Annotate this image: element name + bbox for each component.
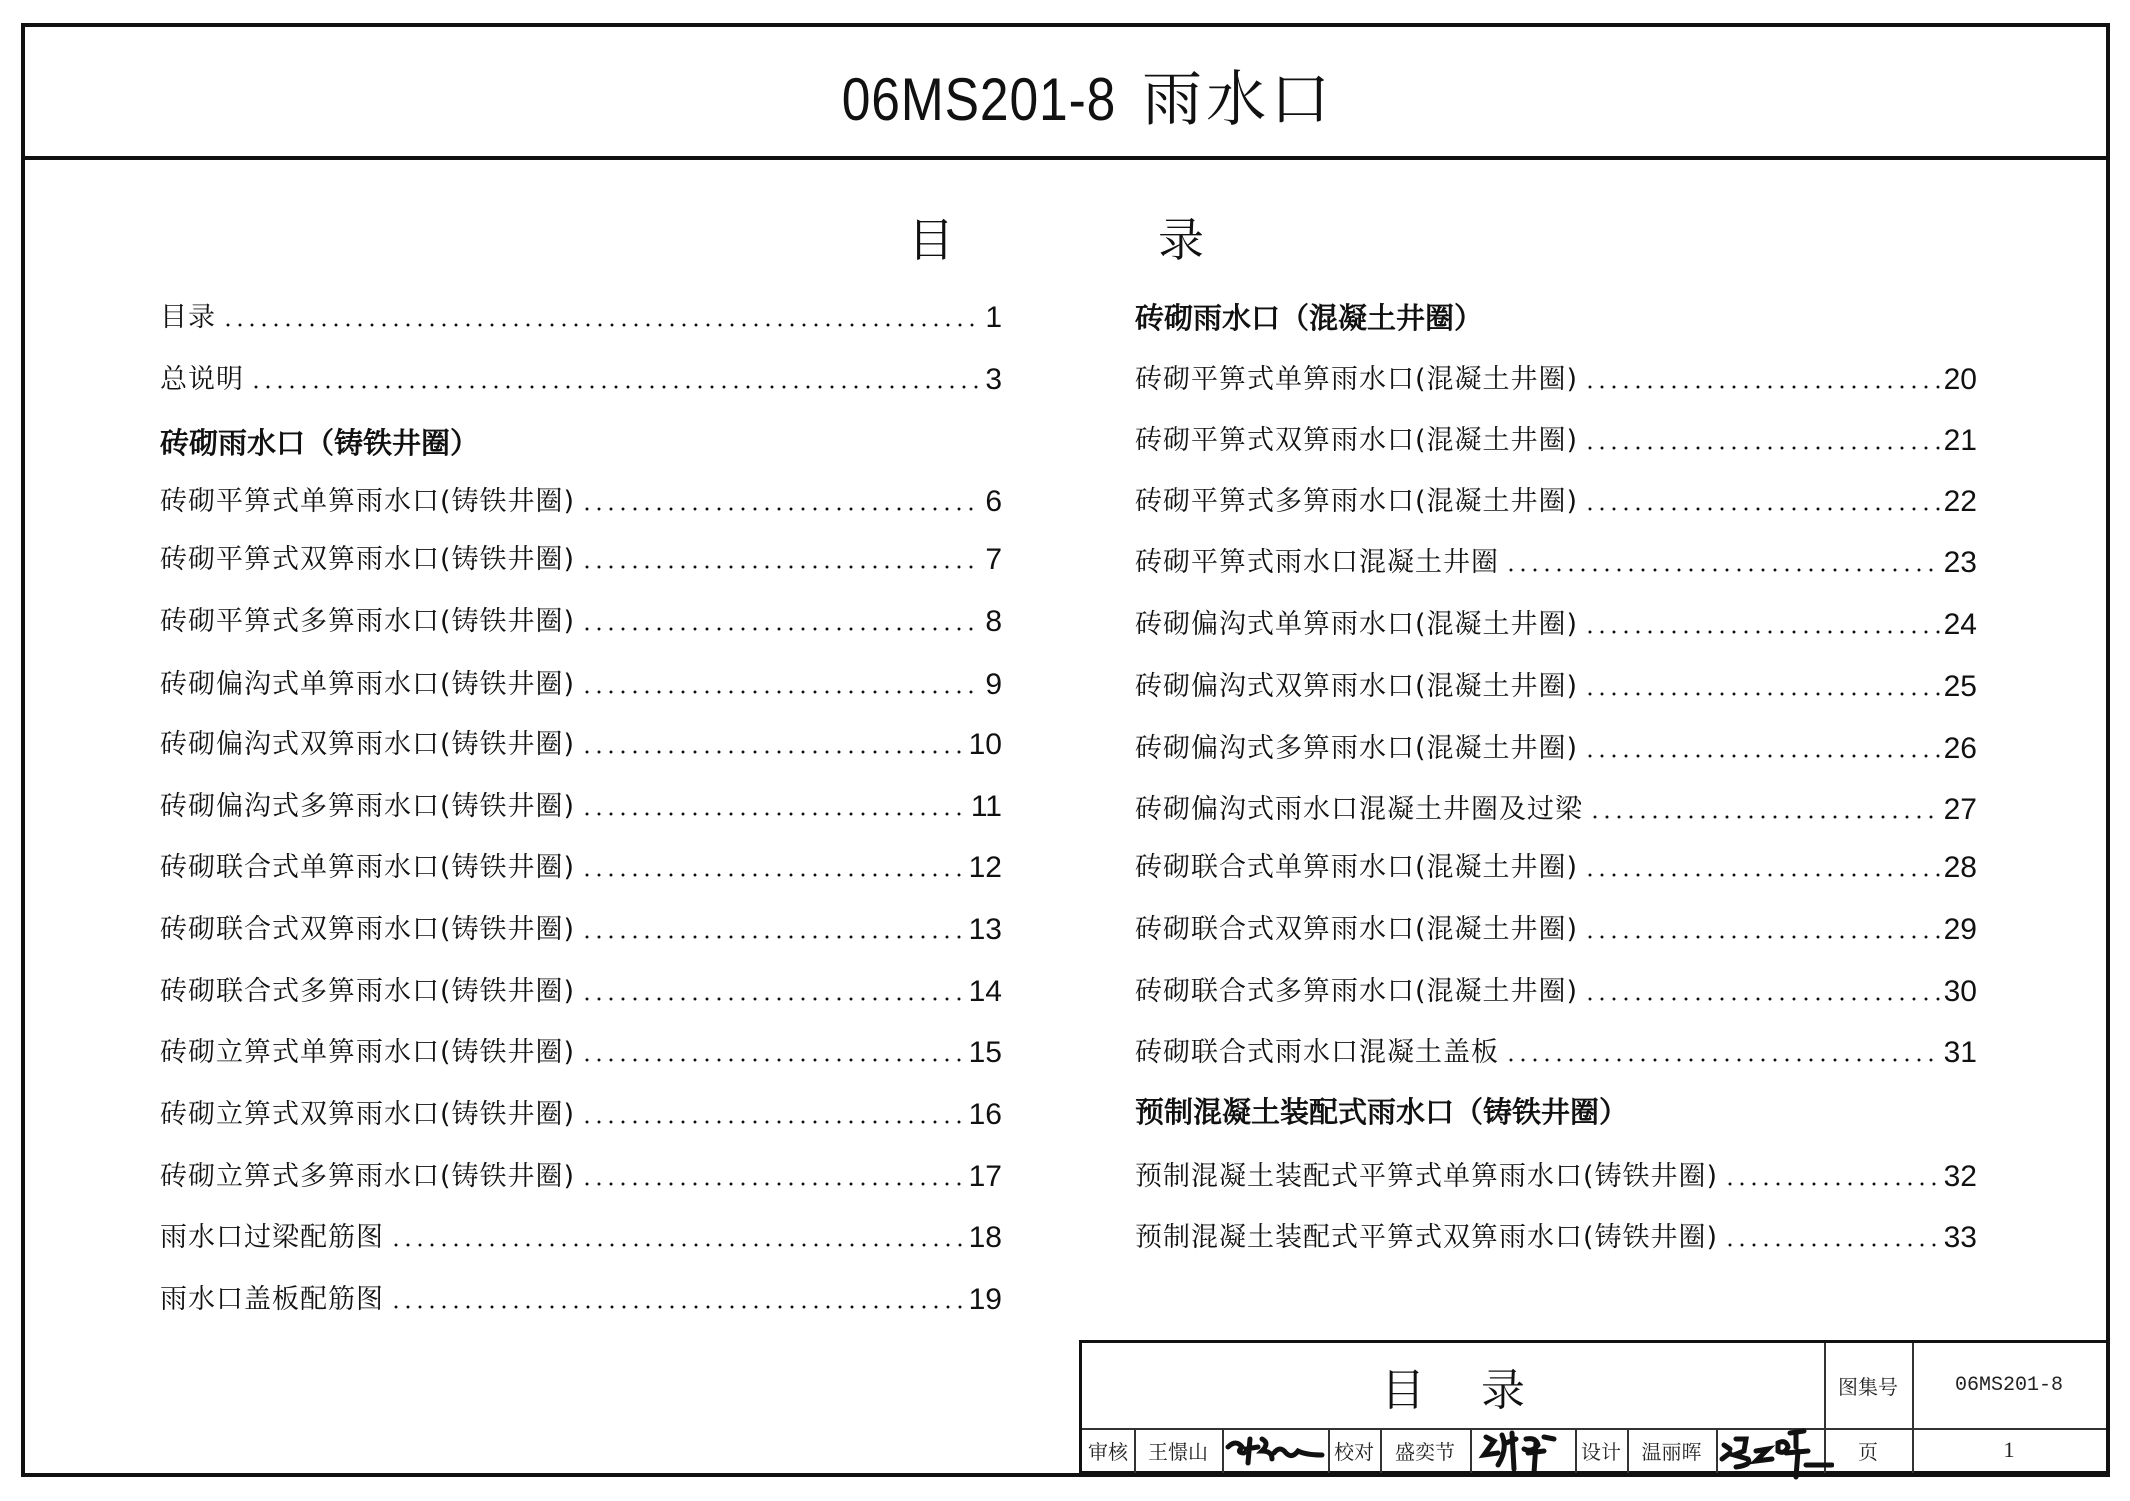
toc-entry-title: 砖砌偏沟式单箅雨水口(混凝土井圈) (1135, 609, 1579, 640)
toc-entry (160, 1218, 1002, 1258)
toc-entry-title: 砖砌平箅式多箅雨水口(铸铁井圈) (160, 606, 576, 637)
dot-leader (1584, 935, 1940, 939)
toc-page-number: 19 (968, 1283, 1002, 1316)
toc-entry-title: 目录 (160, 302, 216, 333)
toc-entry-title: 砖砌立箅式单箅雨水口(铸铁井圈) (160, 1037, 576, 1068)
toc-entry (1135, 848, 1977, 888)
toc-page-number: 32 (1943, 1160, 1977, 1193)
dot-leader (1584, 754, 1940, 758)
toc-page-number: 24 (1943, 608, 1977, 641)
atlas-number-value: 06MS201-8 (1954, 1374, 2064, 1397)
dot-leader (1584, 507, 1940, 511)
dot-leader (581, 627, 981, 631)
dot-leader (581, 1120, 965, 1124)
toc-entry-title: 预制混凝土装配式平箅式双箅雨水口(铸铁井圈) (1135, 1222, 1719, 1253)
toc-entry (160, 1095, 1002, 1135)
dot-leader (1584, 446, 1940, 450)
toc-entry-title: 雨水口过梁配筋图 (160, 1222, 384, 1253)
toc-entry (1135, 972, 1977, 1012)
toc-entry (160, 665, 1002, 705)
toc-entry-title: 总说明 (160, 364, 244, 395)
toc-entry-title: 砖砌偏沟式多箅雨水口(混凝土井圈) (1135, 733, 1579, 764)
dot-leader (390, 1305, 965, 1309)
dot-leader (1584, 873, 1940, 877)
toc-entry-title: 砖砌联合式双箅雨水口(铸铁井圈) (160, 914, 576, 945)
toc-entry-title: 砖砌联合式双箅雨水口(混凝土井圈) (1135, 914, 1579, 945)
toc-page-number: 7 (985, 543, 1002, 576)
toc-entry-title: 砖砌立箅式多箅雨水口(铸铁井圈) (160, 1161, 576, 1192)
toc-entry-title: 砖砌平箅式多箅雨水口(混凝土井圈) (1135, 486, 1579, 517)
dot-leader (581, 812, 967, 816)
toc-heading-char-2: 录 (1158, 213, 1204, 267)
toc-page-number: 17 (968, 1160, 1002, 1193)
check-name: 盛奕节 (1395, 1439, 1455, 1464)
dot-leader (1584, 385, 1940, 389)
toc-section-heading (1135, 298, 1977, 338)
toc-section-heading (1135, 1092, 1977, 1132)
dot-leader (1724, 1243, 1940, 1247)
dot-leader (581, 1182, 965, 1186)
toc-entry-title: 砖砌平箅式雨水口混凝土井圈 (1135, 547, 1499, 578)
dot-leader (581, 1058, 965, 1062)
toc-page-number: 15 (968, 1036, 1002, 1069)
toc-page-number: 21 (1943, 424, 1977, 457)
toc-entry-title: 砖砌联合式多箅雨水口(铸铁井圈) (160, 976, 576, 1007)
toc-entry-title: 砖砌联合式单箅雨水口(混凝土井圈) (1135, 852, 1579, 883)
toc-page-number: 10 (968, 728, 1002, 761)
toc-entry (1135, 1218, 1977, 1258)
toc-entry (160, 725, 1002, 765)
design-name: 温丽晖 (1641, 1439, 1702, 1464)
toc-entry (160, 1033, 1002, 1073)
toc-page-number: 30 (1943, 975, 1977, 1008)
dot-leader (581, 873, 965, 877)
toc-page-number: 27 (1943, 793, 1977, 826)
dot-leader (581, 565, 981, 569)
check-signature (1470, 1423, 1575, 1479)
toc-entry (160, 1280, 1002, 1320)
dot-leader (1584, 630, 1940, 634)
toc-entry-title: 砖砌偏沟式多箅雨水口(铸铁井圈) (160, 791, 576, 822)
toc-entry (160, 787, 1002, 827)
toc-page-number: 28 (1943, 851, 1977, 884)
toc-section-heading (160, 423, 1002, 463)
page-label: 页 (1858, 1439, 1878, 1464)
toc-entry (1135, 543, 1977, 583)
toc-page-number: 9 (985, 668, 1002, 701)
dot-leader (1584, 997, 1940, 1001)
toc-entry-title: 雨水口盖板配筋图 (160, 1284, 384, 1315)
signature-scribble-icon (1716, 1415, 1834, 1481)
toc-entry (1135, 605, 1977, 645)
review-name: 王憬山 (1148, 1439, 1208, 1464)
toc-entry (160, 482, 1002, 522)
dot-leader (1505, 568, 1940, 572)
toc-page-number: 33 (1943, 1221, 1977, 1254)
toc-page-number: 11 (970, 790, 1002, 823)
toc-page-number: 3 (985, 363, 1002, 396)
toc-entry (160, 972, 1002, 1012)
dot-leader (222, 323, 981, 327)
document-title (21, 65, 2110, 135)
dot-leader (250, 385, 981, 389)
toc-page-number: 18 (968, 1221, 1002, 1254)
toc-page-number: 13 (968, 913, 1002, 946)
title-block (1079, 1340, 2106, 1473)
atlas-number-label: 图集号 (1838, 1375, 1898, 1399)
dot-leader (390, 1243, 965, 1247)
toc-page-number: 22 (1943, 485, 1977, 518)
dot-leader (581, 507, 981, 511)
toc-page-number: 8 (985, 605, 1002, 638)
toc-entry (160, 298, 1002, 338)
toc-entry-title: 预制混凝土装配式平箅式单箅雨水口(铸铁井圈) (1135, 1161, 1719, 1192)
toc-entry (1135, 790, 1977, 830)
toc-entry-title: 砖砌联合式多箅雨水口(混凝土井圈) (1135, 976, 1579, 1007)
dot-leader (1584, 692, 1940, 696)
toc-entry (1135, 729, 1977, 769)
toc-entry-title: 砖砌立箅式双箅雨水口(铸铁井圈) (160, 1099, 576, 1130)
check-label: 校对 (1334, 1439, 1374, 1464)
toc-entry-title: 砖砌雨水口（混凝土井圈） (1135, 301, 1484, 335)
signature-scribble-icon (1222, 1425, 1328, 1475)
design-signature (1716, 1415, 1834, 1481)
dot-leader (581, 997, 965, 1001)
toc-entry-title: 砖砌联合式雨水口混凝土盖板 (1135, 1037, 1499, 1068)
toc-entry (1135, 421, 1977, 461)
toc-page-number: 23 (1943, 546, 1977, 579)
toc-entry-title: 砖砌偏沟式单箅雨水口(铸铁井圈) (160, 669, 576, 700)
toc-entry (1135, 910, 1977, 950)
header-bar (21, 23, 2110, 160)
toc-page-number: 29 (1943, 913, 1977, 946)
atlas-title: 雨水口 (1142, 65, 1335, 135)
signature-scribble-icon (1470, 1423, 1575, 1479)
design-label: 设计 (1581, 1439, 1621, 1464)
toc-page-number: 12 (968, 851, 1002, 884)
toc-entry (160, 602, 1002, 642)
dot-leader (581, 750, 965, 754)
toc-entry-title: 砖砌平箅式双箅雨水口(混凝土井圈) (1135, 425, 1579, 456)
dot-leader (1589, 815, 1940, 819)
toc-page-number: 31 (1943, 1036, 1977, 1069)
toc-page-number: 25 (1943, 670, 1977, 703)
toc-entry (160, 540, 1002, 580)
dot-leader (581, 690, 981, 694)
page-number-value: 1 (2003, 1437, 2015, 1462)
toc-entry (160, 360, 1002, 400)
toc-entry-title: 砖砌平箅式双箅雨水口(铸铁井圈) (160, 544, 576, 575)
toc-page-number: 6 (985, 485, 1002, 518)
toc-entry (160, 910, 1002, 950)
toc-page-number: 14 (968, 975, 1002, 1008)
dot-leader (581, 935, 965, 939)
toc-heading-char-1: 目 (908, 213, 954, 267)
toc-page-number: 26 (1943, 732, 1977, 765)
toc-entry-title: 砖砌偏沟式双箅雨水口(铸铁井圈) (160, 729, 576, 760)
toc-page-number: 20 (1943, 363, 1977, 396)
toc-page-number: 16 (968, 1098, 1002, 1131)
atlas-code: 06MS201-8 (841, 66, 1117, 133)
toc-entry (160, 848, 1002, 888)
toc-entry-title: 预制混凝土装配式雨水口（铸铁井圈） (1135, 1095, 1629, 1129)
dot-leader (1724, 1182, 1940, 1186)
review-label: 审核 (1088, 1439, 1128, 1464)
review-signature (1222, 1425, 1328, 1475)
toc-entry (1135, 667, 1977, 707)
toc-entry (1135, 482, 1977, 522)
title-block-main-title: 目录 (1381, 1364, 1581, 1416)
toc-entry-title: 砖砌平箅式单箅雨水口(混凝土井圈) (1135, 364, 1579, 395)
toc-entry-title: 砖砌联合式单箅雨水口(铸铁井圈) (160, 852, 576, 883)
dot-leader (1505, 1058, 1940, 1062)
toc-entry (160, 1157, 1002, 1197)
toc-entry-title: 砖砌偏沟式雨水口混凝土井圈及过梁 (1135, 794, 1583, 825)
toc-page-number: 1 (985, 301, 1002, 334)
toc-entry-title: 砖砌平箅式单箅雨水口(铸铁井圈) (160, 486, 576, 517)
toc-entry (1135, 360, 1977, 400)
toc-entry-title: 砖砌雨水口（铸铁井圈） (160, 426, 480, 460)
toc-entry-title: 砖砌偏沟式双箅雨水口(混凝土井圈) (1135, 671, 1579, 702)
toc-entry (1135, 1033, 1977, 1073)
toc-entry (1135, 1157, 1977, 1197)
